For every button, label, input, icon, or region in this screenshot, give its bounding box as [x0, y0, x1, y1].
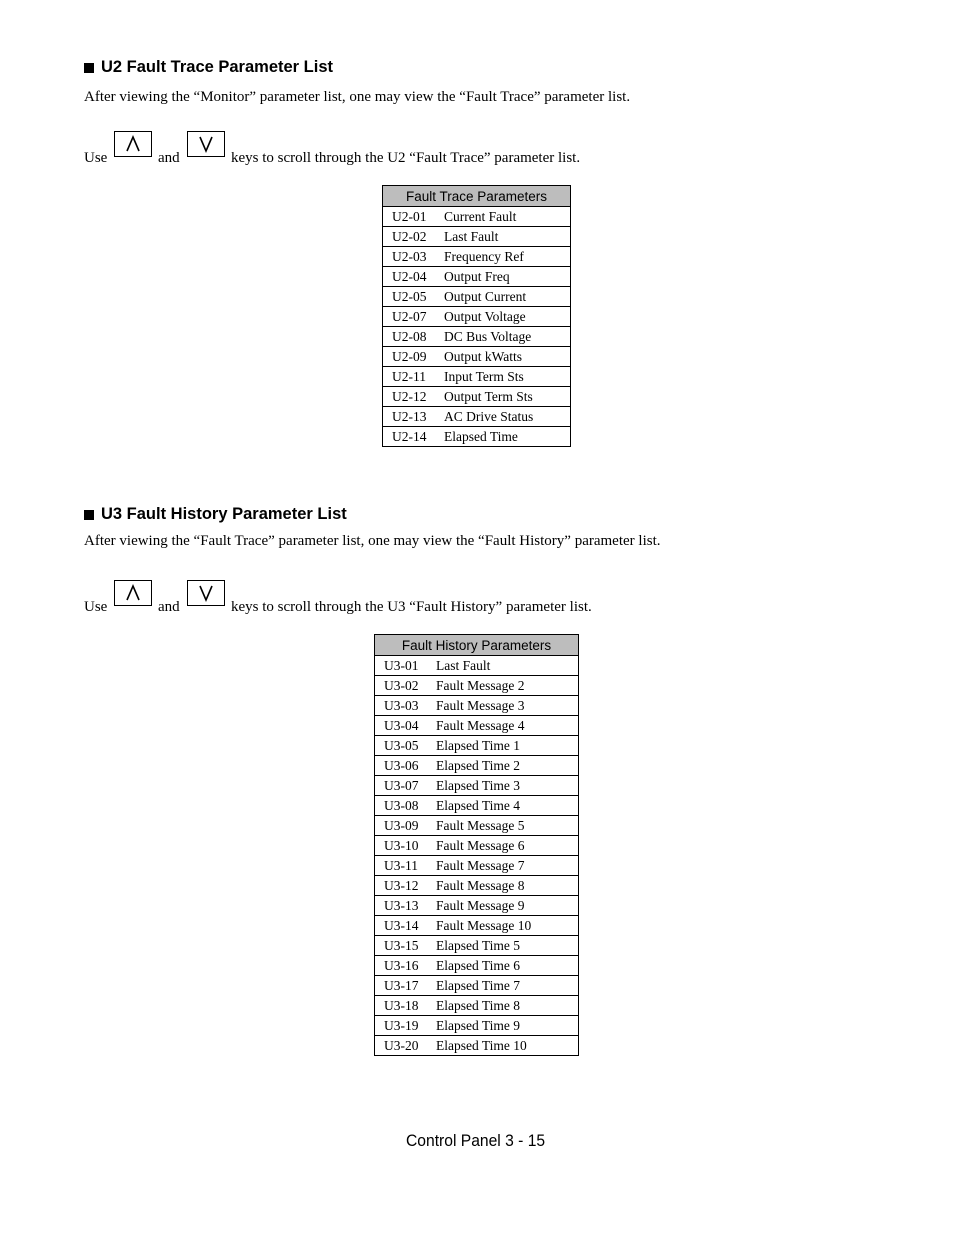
parameter-code: U3-03	[375, 696, 429, 716]
table-row	[375, 836, 579, 856]
table-row	[375, 656, 579, 676]
parameter-code: U3-01	[375, 656, 429, 676]
table-row	[375, 756, 579, 776]
parameter-name: Output Voltage	[436, 307, 571, 327]
parameter-code: U3-08	[375, 796, 429, 816]
parameter-name: Current Fault	[436, 207, 571, 227]
table-row	[375, 876, 579, 896]
parameter-code: U2-11	[383, 367, 437, 387]
table-row	[375, 976, 579, 996]
and-label: and	[158, 599, 180, 615]
parameter-code: U2-02	[383, 227, 437, 247]
parameter-code: U2-14	[383, 427, 437, 447]
parameter-name: Fault Message 7	[428, 856, 579, 876]
parameter-code: U3-19	[375, 1016, 429, 1036]
table-row	[375, 1036, 579, 1056]
parameter-code: U3-11	[375, 856, 429, 876]
parameter-code: U2-04	[383, 267, 437, 287]
parameter-code: U3-12	[375, 876, 429, 896]
parameter-code: U3-05	[375, 736, 429, 756]
table-header-row	[375, 635, 579, 656]
u3-section-heading	[84, 505, 347, 524]
table-row	[375, 1016, 579, 1036]
up-arrow-key-icon	[114, 131, 152, 157]
table-row	[375, 816, 579, 836]
down-arrow-key-icon	[187, 131, 225, 157]
u3-heading-text: U3 Fault History Parameter List	[101, 505, 347, 523]
parameter-code: U2-05	[383, 287, 437, 307]
table-row	[383, 267, 571, 287]
parameter-name: DC Bus Voltage	[436, 327, 571, 347]
parameter-name: Output Term Sts	[436, 387, 571, 407]
table-row	[375, 996, 579, 1016]
keys-instruction-text: keys to scroll through the U3 “Fault History” parameter list.	[231, 599, 592, 615]
table-row	[383, 287, 571, 307]
parameter-name: Output Current	[436, 287, 571, 307]
u3-intro-paragraph: After viewing the “Fault Trace” parameter list, one may view the “Fault History” parameter list.	[84, 533, 661, 549]
use-label: Use	[84, 599, 108, 615]
keys-instruction-text: keys to scroll through the U2 “Fault Trace” parameter list.	[231, 150, 581, 166]
parameter-code: U3-15	[375, 936, 429, 956]
table-body	[375, 656, 579, 1056]
u2-heading-text: U2 Fault Trace Parameter List	[101, 58, 334, 76]
parameter-name: Elapsed Time	[436, 427, 571, 447]
table-row	[375, 936, 579, 956]
parameter-name: Fault Message 6	[428, 836, 579, 856]
parameter-name: Elapsed Time 5	[428, 936, 579, 956]
table-row	[375, 716, 579, 736]
page-footer: Control Panel 3 - 15	[406, 1131, 546, 1150]
parameter-code: U3-14	[375, 916, 429, 936]
table-row	[375, 916, 579, 936]
parameter-name: Fault Message 9	[428, 896, 579, 916]
parameter-code: U3-20	[375, 1036, 429, 1056]
table-body	[383, 207, 571, 447]
table-row	[383, 247, 571, 267]
table-row	[375, 856, 579, 876]
table-row	[375, 776, 579, 796]
table-row	[383, 367, 571, 387]
parameter-name: Elapsed Time 2	[428, 756, 579, 776]
parameter-code: U2-01	[383, 207, 437, 227]
parameter-name: Fault Message 4	[428, 716, 579, 736]
parameter-name: Output kWatts	[436, 347, 571, 367]
table-title: Fault History Parameters	[375, 635, 579, 656]
table-row	[375, 676, 579, 696]
table-row	[375, 956, 579, 976]
parameter-name: Output Freq	[436, 267, 571, 287]
parameter-name: Elapsed Time 10	[428, 1036, 579, 1056]
parameter-name: Fault Message 3	[428, 696, 579, 716]
parameter-code: U3-02	[375, 676, 429, 696]
parameter-name: Fault Message 10	[428, 916, 579, 936]
u2-intro-paragraph: After viewing the “Monitor” parameter list, one may view the “Fault Trace” parameter list.	[84, 89, 631, 105]
parameter-code: U2-07	[383, 307, 437, 327]
table-row	[375, 696, 579, 716]
parameter-name: Fault Message 2	[428, 676, 579, 696]
table-row	[383, 327, 571, 347]
table-header-row	[383, 186, 571, 207]
table-row	[375, 736, 579, 756]
and-label: and	[158, 150, 180, 166]
parameter-name: Input Term Sts	[436, 367, 571, 387]
parameter-code: U3-18	[375, 996, 429, 1016]
parameter-code: U3-10	[375, 836, 429, 856]
table-row	[383, 227, 571, 247]
down-arrow-key-icon	[187, 580, 225, 606]
fault-trace-parameters-table	[382, 185, 571, 447]
table-row	[383, 387, 571, 407]
parameter-code: U2-13	[383, 407, 437, 427]
square-bullet-icon	[84, 510, 94, 520]
parameter-name: Elapsed Time 8	[428, 996, 579, 1016]
parameter-code: U2-03	[383, 247, 437, 267]
table-row	[375, 796, 579, 816]
parameter-code: U2-09	[383, 347, 437, 367]
parameter-code: U3-06	[375, 756, 429, 776]
table-title: Fault Trace Parameters	[383, 186, 571, 207]
parameter-code: U3-04	[375, 716, 429, 736]
parameter-code: U3-17	[375, 976, 429, 996]
parameter-name: Elapsed Time 9	[428, 1016, 579, 1036]
parameter-name: AC Drive Status	[436, 407, 571, 427]
parameter-code: U3-13	[375, 896, 429, 916]
parameter-code: U3-09	[375, 816, 429, 836]
parameter-code: U2-08	[383, 327, 437, 347]
u2-section-heading	[84, 58, 333, 77]
parameter-name: Elapsed Time 4	[428, 796, 579, 816]
table-row	[375, 896, 579, 916]
fault-history-parameters-table	[374, 634, 579, 1056]
u2-keys-instruction	[84, 131, 684, 166]
parameter-name: Last Fault	[428, 656, 579, 676]
parameter-name: Elapsed Time 3	[428, 776, 579, 796]
square-bullet-icon	[84, 63, 94, 73]
table-row	[383, 307, 571, 327]
u3-keys-instruction	[84, 580, 704, 615]
parameter-code: U3-16	[375, 956, 429, 976]
parameter-name: Elapsed Time 1	[428, 736, 579, 756]
table-row	[383, 207, 571, 227]
use-label: Use	[84, 150, 108, 166]
table-row	[383, 407, 571, 427]
parameter-name: Fault Message 8	[428, 876, 579, 896]
parameter-name: Elapsed Time 6	[428, 956, 579, 976]
up-arrow-key-icon	[114, 580, 152, 606]
parameter-name: Frequency Ref	[436, 247, 571, 267]
table-row	[383, 427, 571, 447]
parameter-name: Fault Message 5	[428, 816, 579, 836]
parameter-code: U2-12	[383, 387, 437, 407]
table-row	[383, 347, 571, 367]
parameter-name: Last Fault	[436, 227, 571, 247]
parameter-name: Elapsed Time 7	[428, 976, 579, 996]
parameter-code: U3-07	[375, 776, 429, 796]
